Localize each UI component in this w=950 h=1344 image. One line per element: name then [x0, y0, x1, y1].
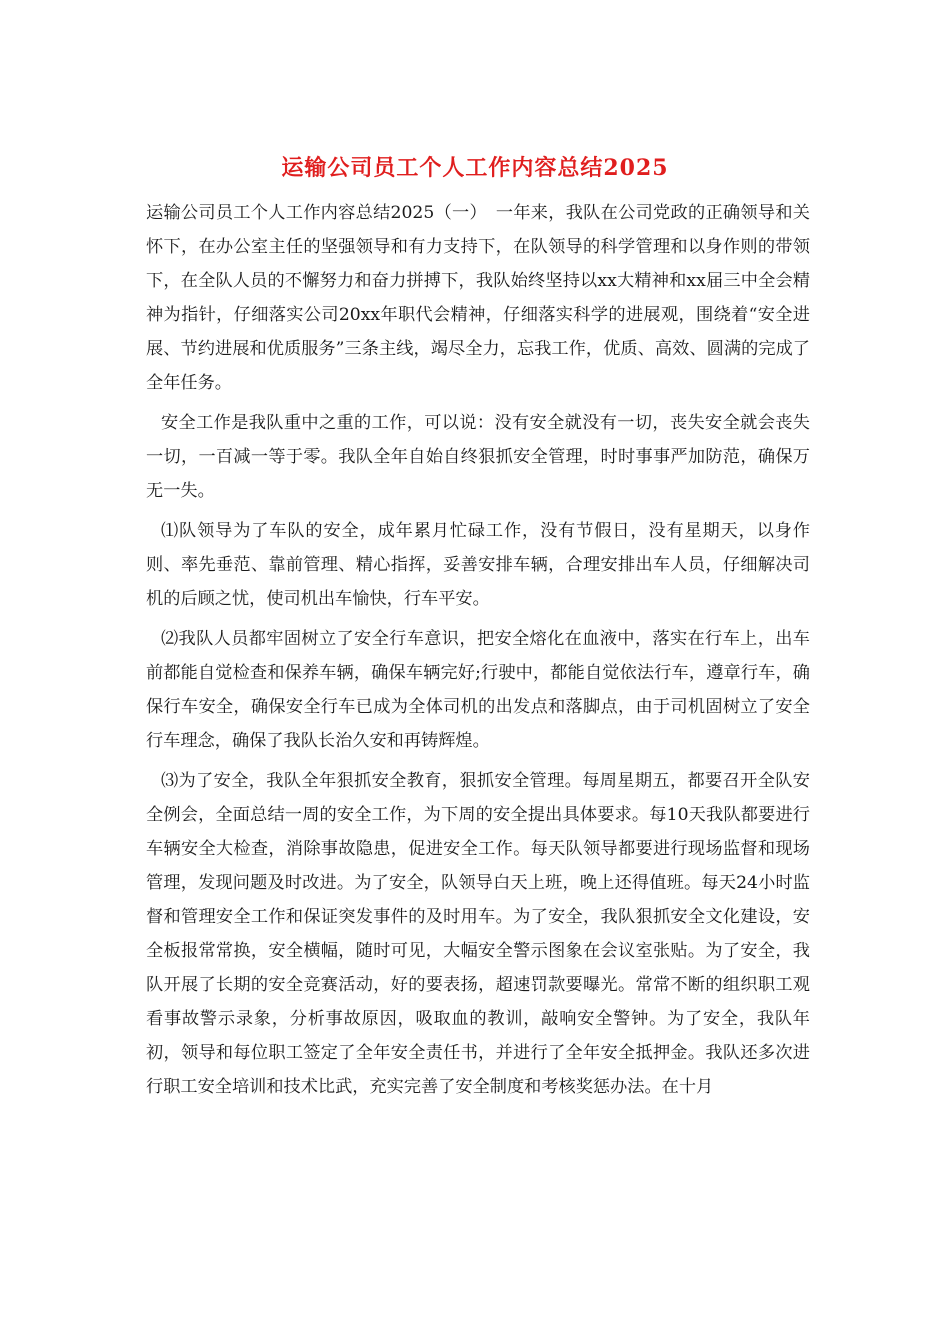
document-title: 运输公司员工个人工作内容总结2025: [281, 155, 669, 181]
paragraph-item-3: ⑶为了安全，我队全年狠抓安全教育，狠抓安全管理。每周星期五，都要召开全队安全例会，全面总结一周的安全工作，为下周的安全提出具体要求。每10天我队都要进行车辆安全大检查，消除事故隐患，促进安全工作。每天队领导都要进行现场监督和现场管理，发现问题及时改进。为了安全，队领导白天上班，晚上还得值班。每天24小时监督和管理安全工作和保证突发事件的及时用车。为了安全，我队狠抓安全文化建设，安全板报常常换，安全横幅，随时可见，大幅安全警示图象在会议室张贴。为了安全，我队开展了长期的安全竞赛活动，好的要表扬，超速罚款要曝光。常常不断的组织职工观看事故警示录象，分析事故原因，吸取血的教训，敲响安全警钟。为了安全，我队年初，领导和每位职工签定了全年安全责任书，并进行了全年安全抵押金。我队还多次进行职工安全培训和技术比武，充实完善了安全制度和考核奖惩办法。在十月: [146, 771, 810, 1097]
paragraph-intro: 运输公司员工个人工作内容总结2025（一） 一年来，我队在公司党政的正确领导和关怀下，在办公室主任的坚强领导和有力支持下，在队领导的科学管理和以身作则的带领下，在全队人员的不懈努力和奋力拼搏下，我队始终坚持以xx大精神和xx届三中全会精神为指针，仔细落实公司20xx年职代会精神，仔细落实科学的进展观，围绕着“安全进展、节约进展和优质服务”三条主线，竭尽全力，忘我工作，优质、高效、圆满的完成了全年任务。: [146, 203, 810, 393]
paragraph-item-1: ⑴队领导为了车队的安全，成年累月忙碌工作，没有节假日，没有星期天，以身作则、率先垂范、靠前管理、精心指挥，妥善安排车辆，合理安排出车人员，仔细解决司机的后顾之忧，使司机出车愉快，行车平安。: [146, 521, 810, 609]
paragraph-item-2: ⑵我队人员都牢固树立了安全行车意识，把安全熔化在血液中，落实在行车上，出车前都能自觉检查和保养车辆，确保车辆完好;行驶中，都能自觉依法行车，遵章行车，确保行车安全，确保安全行车已成为全体司机的出发点和落脚点，由于司机固树立了安全行车理念，确保了我队长治久安和再铸辉煌。: [146, 629, 810, 751]
paragraph-safety: 安全工作是我队重中之重的工作，可以说：没有安全就没有一切，丧失安全就会丧失一切，一百减一等于零。我队全年自始自终狠抓安全管理，时时事事严加防范，确保万无一失。: [146, 413, 810, 501]
document-body: [146, 196, 810, 1110]
